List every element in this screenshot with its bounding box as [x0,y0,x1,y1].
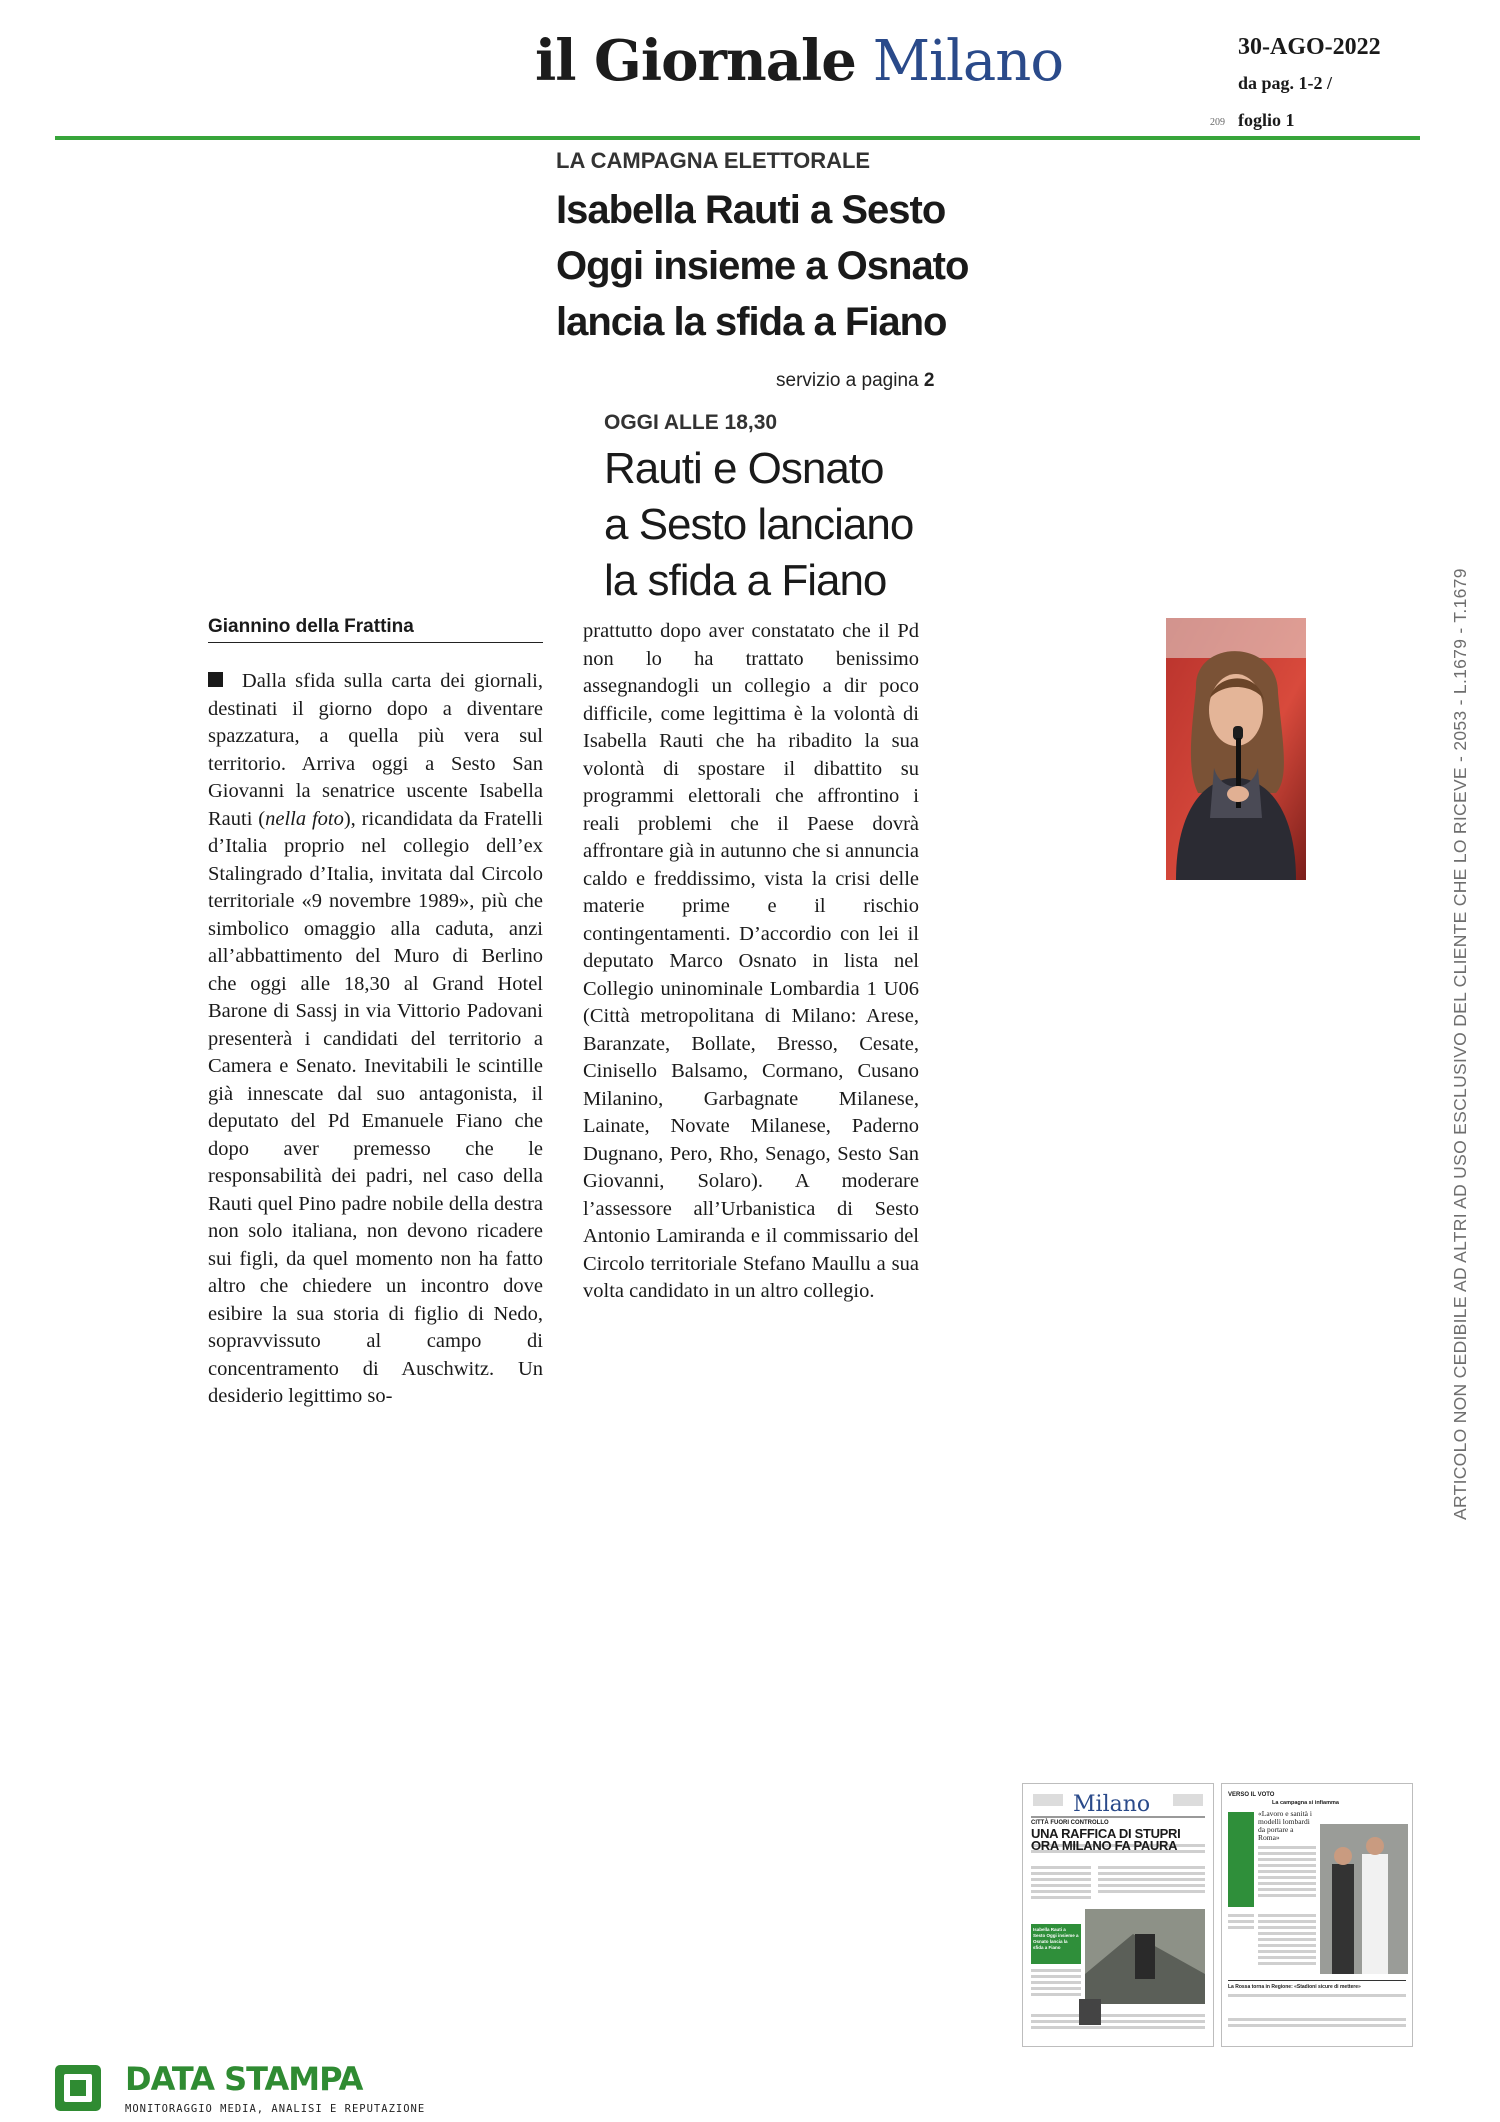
page-reference-number: 2 [923,370,935,391]
masthead-city: Milano [872,29,1064,94]
page-range: da pag. 1-2 / [1238,73,1333,93]
article-headline-line: a Sesto lanciano [604,500,914,549]
article-text-2: ), ricandidata da Fratelli d’Italia proprio nel collegio dell’ex Stalingrado d’Italia, invitata dal Circolo territoriale «9 novembre 1989», più che simbolico omaggio alla caduta, anzi all’abbattimento del Muro di Berlino che oggi alle 18,30 al Grand Hotel Barone di Sassj in via Vittorio Padovani presenterà i candidati del territorio a Camera e Senato. Inevitabili le scintille già innescate dal suo antagonista, il deputato del Pd Emanuele Fiano che dopo aver premesso che le responsabilità dei padri, nel caso della Rauti quel Pino padre nobile della destra non solo italiana, non devono ricadere sui figli, da quel momento non ha fatto altro che chiedere un incontro dove esibire la sua storia di figlio di Nedo, sopravvissuto al campo di concentramento di Auschwitz. Un desiderio legittimo so- [208,807,543,1407]
sheet-number: foglio 1 [1238,110,1295,130]
page-thumbnail-2[interactable] [1221,1783,1413,2047]
byline: Giannino della Frattina [208,616,543,643]
front-headline [556,182,968,350]
thumb1-headline-1: UNA RAFFICA DI STUPRI [1031,1826,1181,1841]
article-text-italic: nella foto [265,807,344,830]
page-reference [776,370,934,392]
article-headline-line: Rauti e Osnato [604,444,884,493]
thumb1-teaser: Isabella Rauti a Sesto Oggi insieme a Osnato lancia la sfida a Fiano [1033,1927,1079,1950]
paragraph-marker-icon [208,672,223,687]
article-column-1 [208,668,543,1411]
thumb1-headline-2: ORA MILANO FA PAURA [1031,1838,1178,1853]
page-thumbnail-2-art [1222,1784,1412,2046]
article-kicker: OGGI ALLE 18,30 [604,411,778,434]
article-column-2 [583,618,919,1306]
front-headline-line: lancia la sfida a Fiano [556,300,947,344]
sheet-code: 209 [1210,117,1225,128]
thumb1-masthead: Milano [1073,1792,1151,1817]
article-text-1: Dalla sfida sulla carta dei giornali, destinati il giorno dopo a diventare spazzatura, a quella più vera sul territorio. Arriva oggi a Sesto San Giovanni la senatrice uscente Isabella Rauti ( [208,670,544,830]
portrait-photo [1166,618,1306,880]
thumb2-quote: «Lavoro e sanità i modelli lombardi da portare a Roma» [1258,1809,1312,1842]
article-headline [604,441,913,609]
data-stampa-brand: DATA STAMPA [125,2060,363,2098]
data-stampa-logo-icon [55,2065,101,2111]
thumb2-bottom-headline: La Rossa torna in Regione: «Stadioni sicure di mettere» [1228,1984,1361,1990]
thumb2-topic: La campagna si infiamma [1272,1800,1339,1806]
thumb1-section: CITTÀ FUORI CONTROLLO [1031,1820,1109,1826]
data-stampa-tagline: MONITORAGGIO MEDIA, ANALISI E REPUTAZIONE [125,2103,426,2115]
page-reference-label: servizio a pagina [776,370,919,391]
thumb2-section: VERSO IL VOTO [1228,1792,1275,1798]
copyright-notice: ARTICOLO NON CEDIBILE AD ALTRI AD USO ESCLUSIVO DEL CLIENTE CHE LO RICEVE - 2053 - L.1679 - T.1679 [1450,568,1470,1520]
masthead [535,28,1063,94]
header-rule [55,136,1420,140]
article-headline-line: la sfida a Fiano [604,556,887,605]
masthead-paper: il Giornale [535,28,856,94]
front-headline-line: Isabella Rauti a Sesto [556,188,946,232]
front-kicker: LA CAMPAGNA ELETTORALE [556,148,871,173]
front-headline-line: Oggi insieme a Osnato [556,244,969,288]
issue-date: 30-AGO-2022 [1238,34,1381,60]
article-text-3: prattutto dopo aver constatato che il Pd non lo ha trattato benissimo assegnandogli un collegio a dir poco difficile, come legittima è la volontà di Isabella Rauti che ha ribadito la sua volontà di spostare il dibattito su programmi elettorali che affrontino i reali problemi che il Paese dovrà affrontare già in autunno che si annuncia caldo e freddissimo, vista la crisi delle materie prime e il rischio contingentamenti. D’accordio con lei il deputato Marco Osnato in lista nel Collegio uninominale Lombardia 1 U06 (Città metropolitana di Milano: Arese, Baranzate, Bollate, Bresso, Cesate, Cinisello Balsamo, Cormano, Cusano Milanino, Garbagnate Milanese, Lainate, Novate Milanese, Paderno Dugnano, Pero, Rho, Senago, Sesto San Giovanni, Solaro). A moderare l’assessore all’Urbanistica di Sesto Antonio Lamiranda e il commissario del Circolo territoriale Stefano Maullu a sua volta candidato in un altro collegio. [583,620,919,1302]
page-thumbnail-1[interactable] [1022,1783,1214,2047]
